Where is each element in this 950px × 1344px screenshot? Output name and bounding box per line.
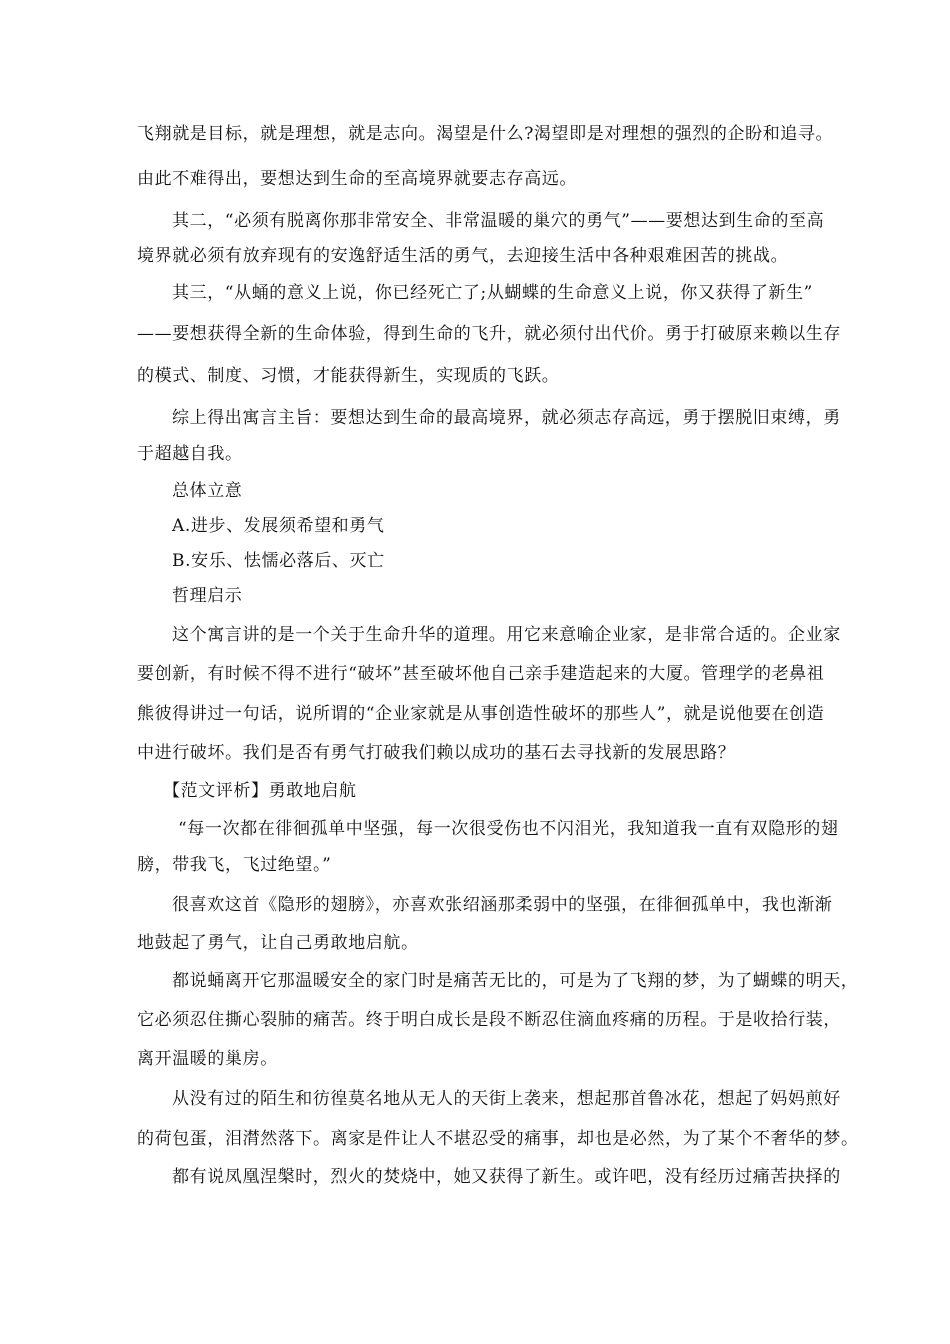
paragraph-line: 的荷包蛋，泪潸然落下。离家是件让人不堪忍受的痛事，却也是必然，为了某个不奢华的梦。 bbox=[137, 1129, 859, 1149]
paragraph-line: 地鼓起了勇气，让自己勇敢地启航。 bbox=[137, 933, 419, 953]
paragraph-line: 从没有过的陌生和彷徨莫名地从无人的天街上袭来，想起那首鲁冰花，想起了妈妈煎好 bbox=[172, 1089, 841, 1109]
section-heading: 哲理启示 bbox=[172, 586, 243, 606]
paragraph-line: 飞翔就是目标，就是理想，就是志向。渴望是什么?渴望即是对理想的强烈的企盼和追寻。 bbox=[137, 124, 834, 144]
paragraph-line: 中进行破坏。我们是否有勇气打破我们赖以成功的基石去寻找新的发展思路？ bbox=[137, 743, 736, 763]
paragraph-line: 由此不难得出，要想达到生命的至高境界就要志存高远。 bbox=[137, 169, 577, 189]
paragraph-line: 都有说凤凰涅槃时，烈火的焚烧中，她又获得了新生。或许吧，没有经历过痛苦抉择的 bbox=[172, 1167, 841, 1187]
list-item: A.进步、发展须希望和勇气 bbox=[172, 516, 385, 536]
paragraph-line: 其三，“从蛹的意义上说，你已经死亡了;从蝴蝶的生命意义上说，你又获得了新生” bbox=[172, 283, 813, 303]
paragraph-line: 其二，“必须有脱离你那非常安全、非常温暖的巢穴的勇气”——要想达到生命的至高 bbox=[172, 211, 825, 231]
paragraph-line: 这个寓言讲的是一个关于生命升华的道理。用它来意喻企业家，是非常合适的。企业家 bbox=[172, 625, 841, 645]
paragraph-line: 综上得出寓言主旨：要想达到生命的最高境界，就必须志存高远，勇于摆脱旧束缚，勇 bbox=[172, 408, 841, 428]
essay-title: 【范文评析】勇敢地启航 bbox=[163, 781, 357, 801]
paragraph-line: 境界就必须有放弃现有的安逸舒适生活的勇气，去迎接生活中各种艰难困苦的挑战。 bbox=[137, 246, 789, 266]
paragraph-line: 膀，带我飞，飞过绝望。” bbox=[137, 855, 332, 875]
paragraph-line: 都说蛹离开它那温暖安全的家门时是痛苦无比的，可是为了飞翔的梦，为了蝴蝶的明天， bbox=[172, 971, 859, 991]
paragraph-line: 它必须忍住撕心裂肺的痛苦。终于明白成长是段不断忍住滴血疼痛的历程。于是收拾行装， bbox=[137, 1010, 841, 1030]
paragraph-line: 熊彼得讲过一句话，说所谓的“企业家就是从事创造性破坏的那些人”，就是说他要在创造 bbox=[137, 704, 825, 724]
section-heading: 总体立意 bbox=[172, 481, 243, 501]
paragraph-line: “每一次都在徘徊孤单中坚强，每一次很受伤也不闪泪光，我知道我一直有双隐形的翅 bbox=[178, 819, 839, 839]
paragraph-line: 于超越自我。 bbox=[137, 444, 243, 464]
paragraph-line: 很喜欢这首《隐形的翅膀》，亦喜欢张绍涵那柔弱中的坚强，在徘徊孤单中，我也渐渐 bbox=[172, 895, 833, 915]
paragraph-line: 要创新，有时候不得不进行“破坏”甚至破坏他自己亲手建造起来的大厦。管理学的老鼻祖 bbox=[137, 664, 825, 684]
paragraph-line: 的模式、制度、习惯，才能获得新生，实现质的飞跃。 bbox=[137, 366, 560, 386]
list-item: B.安乐、怯懦必落后、灭亡 bbox=[172, 551, 385, 571]
paragraph-line: ——要想获得全新的生命体验，得到生命的飞升，就必须付出代价。勇于打破原来赖以生存 bbox=[137, 324, 841, 344]
paragraph-line: 离开温暖的巢房。 bbox=[137, 1049, 278, 1069]
